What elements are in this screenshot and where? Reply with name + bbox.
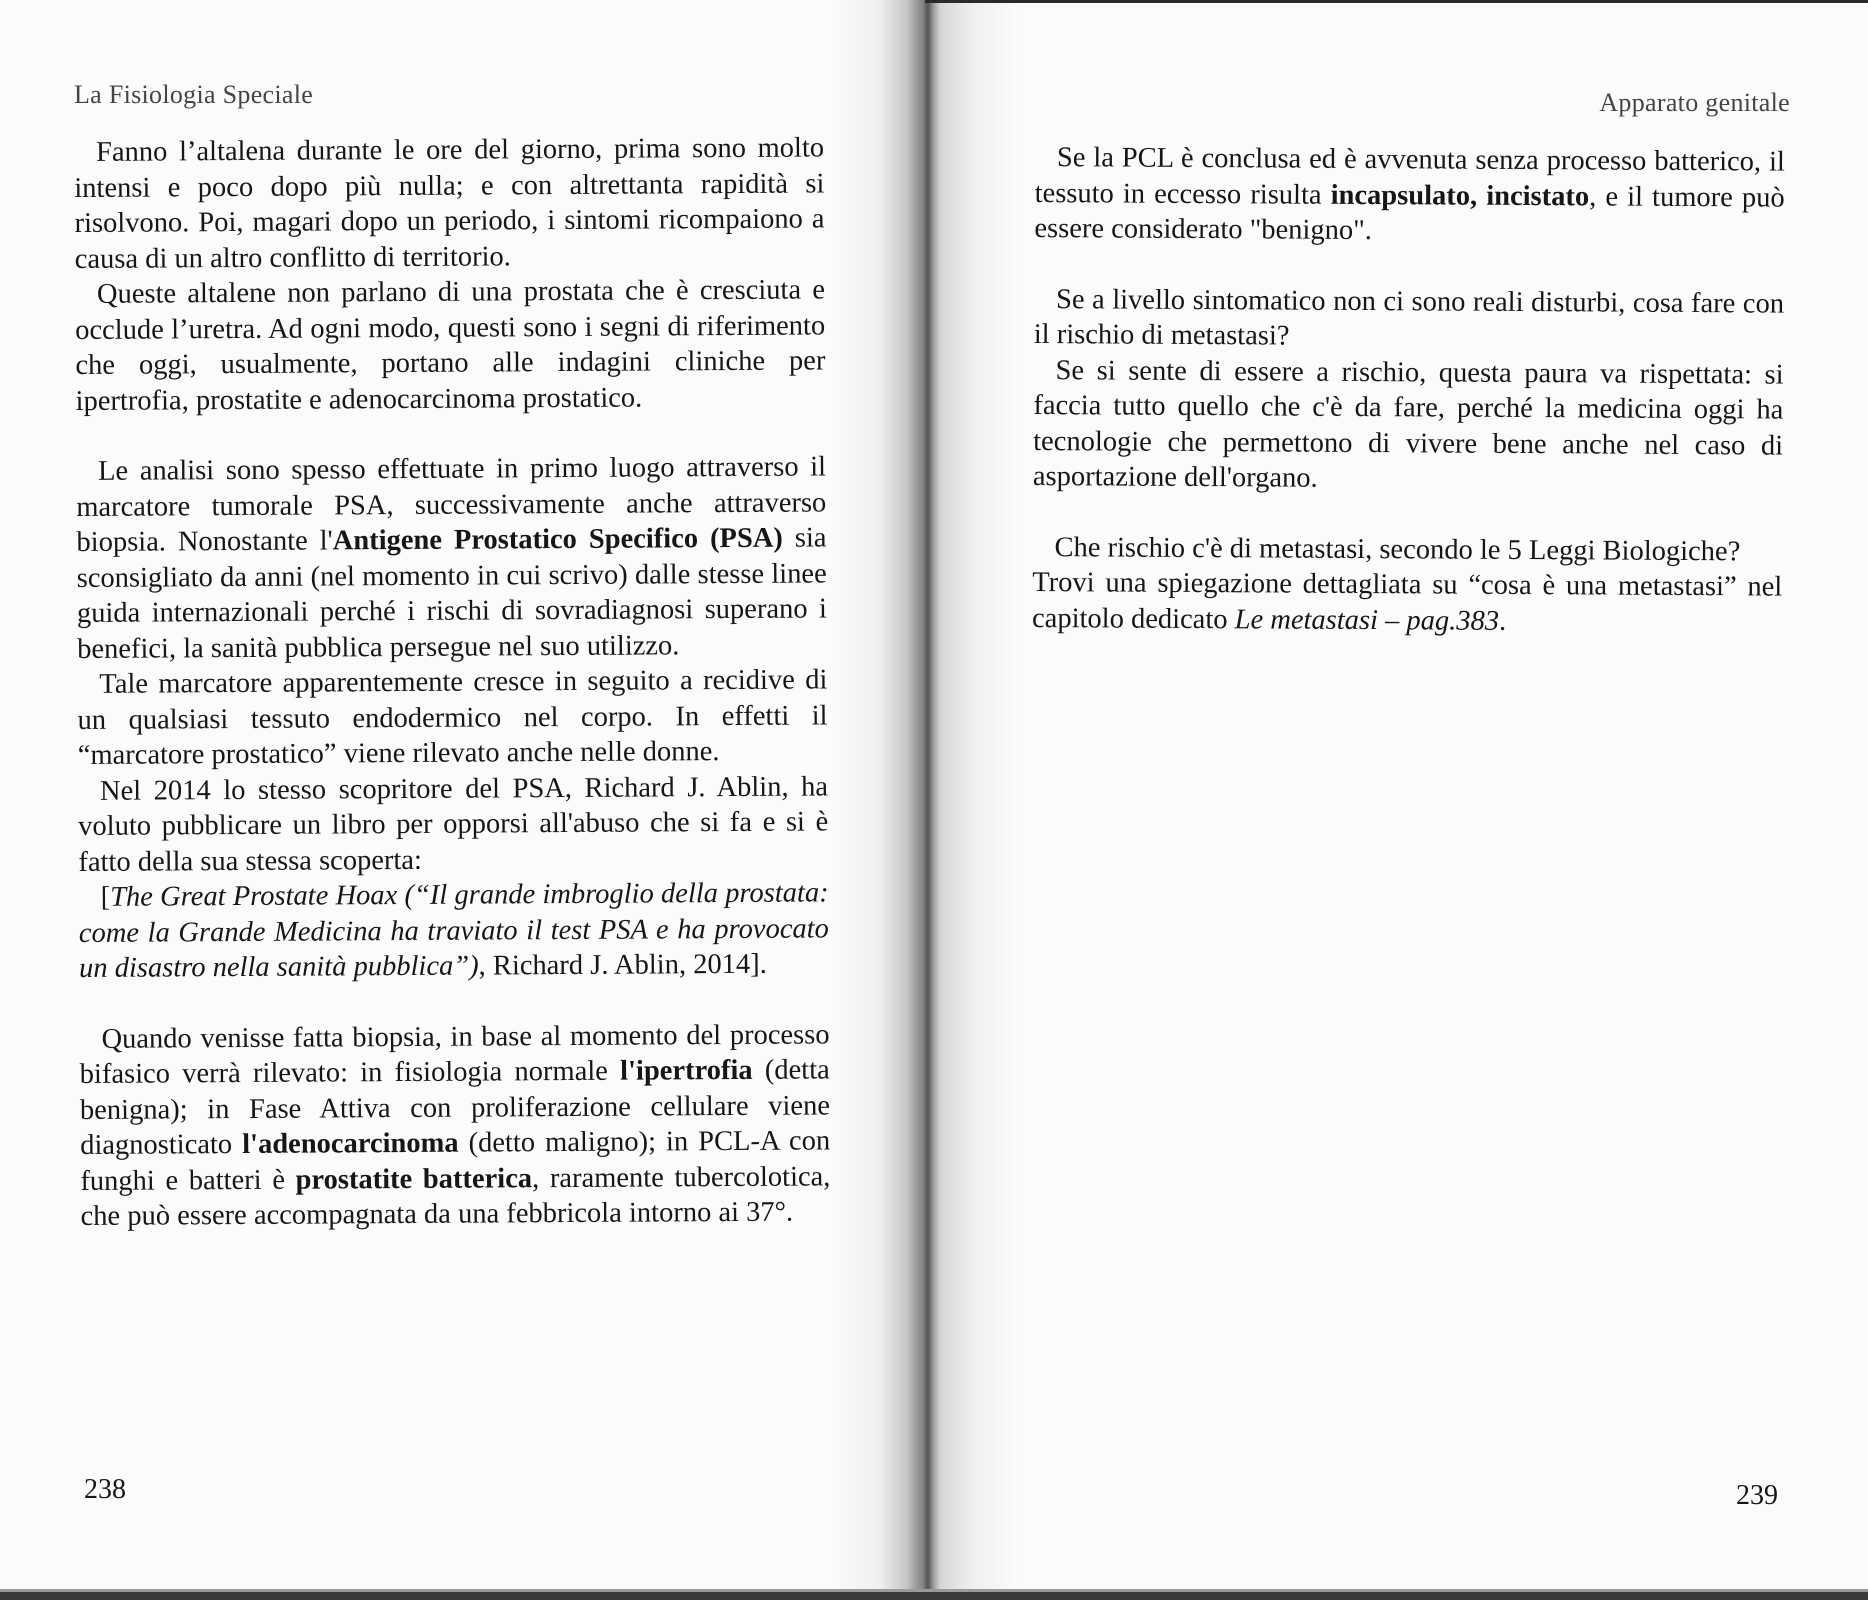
paragraph bbox=[1034, 140, 1785, 251]
page-number: 238 bbox=[84, 1474, 126, 1505]
text-run: Quando venisse fatta biopsia, in base al momento del processo bifasico verrà rilevato: in fisiologia normale bbox=[79, 1018, 830, 1090]
text-run: Le analisi sono spesso effettuate in primo luogo attraverso il marcatore tumorale PSA, successivamente anche attraverso biopsia. Nonostante l' bbox=[76, 451, 827, 558]
text-run: sia sconsigliato da anni (nel momento in cui scrivo) dalle stesse linee guida internazionali perché i rischi di sovradiagnosi superano i benefici, la sanità pubblica persegue nel suo utilizzo. bbox=[76, 522, 828, 665]
paragraph: Che rischio c'è di metastasi, secondo le 5 Leggi Biologiche? bbox=[1054, 531, 1741, 567]
italic-title: The Great Prostate Hoax (“Il grande imbroglio della prostata: come la Grande Medicina ha traviato il test PSA e ha provocato un disastro nella sanità pubblica”) bbox=[78, 877, 829, 984]
bold-term: l'ipertrofia bbox=[620, 1054, 753, 1087]
text-run: , Richard J. Ablin, 2014]. bbox=[478, 948, 767, 982]
page-top-edge bbox=[925, 0, 1868, 3]
body-text bbox=[1032, 140, 1785, 641]
italic-reference: Le metastasi – pag.383 bbox=[1234, 603, 1500, 637]
paragraph: Queste altalene non parlano di una prostata che è cresciuta e occlude l’uretra. Ad ogni modo, questi sono i segni di riferimento che oggi, usualmente, portano alle indagini cliniche per ipertrofia, prostatite e adenocarcinoma prostatico. bbox=[75, 274, 826, 417]
paragraph: Fanno l’altalena durante le ore del giorno, prima sono molto intensi e poco dopo più nulla; e con altrettanta rapidità si risolvono. Poi, magari dopo un periodo, i sintomi ricompaiono a causa di un altro conflitto di territorio. bbox=[74, 132, 825, 275]
body-text bbox=[74, 130, 831, 1234]
paragraph bbox=[1032, 565, 1782, 641]
text-run: Se la PCL è conclusa ed è avvenuta senza processo batterico, il tessuto in eccesso risulta bbox=[1034, 142, 1785, 211]
paragraph: Se a livello sintomatico non ci sono reali disturbi, cosa fare con il rischio di metastasi? bbox=[1033, 283, 1785, 352]
running-head: La Fisiologia Speciale bbox=[74, 80, 314, 109]
right-page bbox=[925, 0, 1868, 1592]
bold-term: Antigene Prostatico Specifico (PSA) bbox=[332, 522, 783, 557]
text-run: (detto maligno); in PCL-A con funghi e batteri è bbox=[80, 1125, 831, 1197]
scanner-bottom-edge bbox=[0, 1592, 1868, 1600]
paragraph bbox=[76, 449, 827, 667]
paragraph: Nel 2014 lo stesso scopritore del PSA, Richard J. Ablin, ha voluto pubblicare un libro per opporsi all'abuso che si fa e si è fatto della sua stessa scoperta: bbox=[78, 770, 829, 878]
paragraph: Tale marcatore apparentemente cresce in seguito a recidive di un qualsiasi tessuto endodermico nel corpo. In effetti il “marcatore prostatico” viene rilevato anche nelle donne. bbox=[77, 664, 828, 771]
running-head: Apparato genitale bbox=[1599, 88, 1790, 117]
text-run: Trovi una spiegazione dettagliata su “cosa è una metastasi” nel capitolo dedicato bbox=[1031, 566, 1783, 635]
page-number: 239 bbox=[1736, 1480, 1778, 1511]
text-run: , raramente tubercolotica, che può essere accompagnata da una febbricola intorno ai 37°. bbox=[80, 1160, 831, 1232]
paragraph: Se si sente di essere a rischio, questa paura va rispettata: si faccia tutto quello che c'è da fare, perché la medicina oggi ha tecnologie che permettono di vivere bene anche nel caso di asportazione dell'organo. bbox=[1032, 354, 1784, 494]
text-run: (detta benigna); in Fase Attiva con proliferazione cellulare viene diagnosticato bbox=[79, 1054, 831, 1161]
bold-term: prostatite batterica bbox=[295, 1162, 533, 1196]
bold-term: l'adenocarcinoma bbox=[242, 1127, 459, 1160]
text-run: . bbox=[1498, 605, 1507, 637]
text-run: , e il tumore può essere considerato "benigno". bbox=[1034, 180, 1785, 247]
book-gutter-shadow bbox=[880, 0, 940, 1600]
citation bbox=[79, 875, 830, 986]
bold-term: incapsulato, incistato bbox=[1330, 179, 1590, 212]
left-page bbox=[0, 0, 925, 1592]
text-run: [ bbox=[100, 881, 111, 913]
paragraph bbox=[79, 1017, 830, 1235]
